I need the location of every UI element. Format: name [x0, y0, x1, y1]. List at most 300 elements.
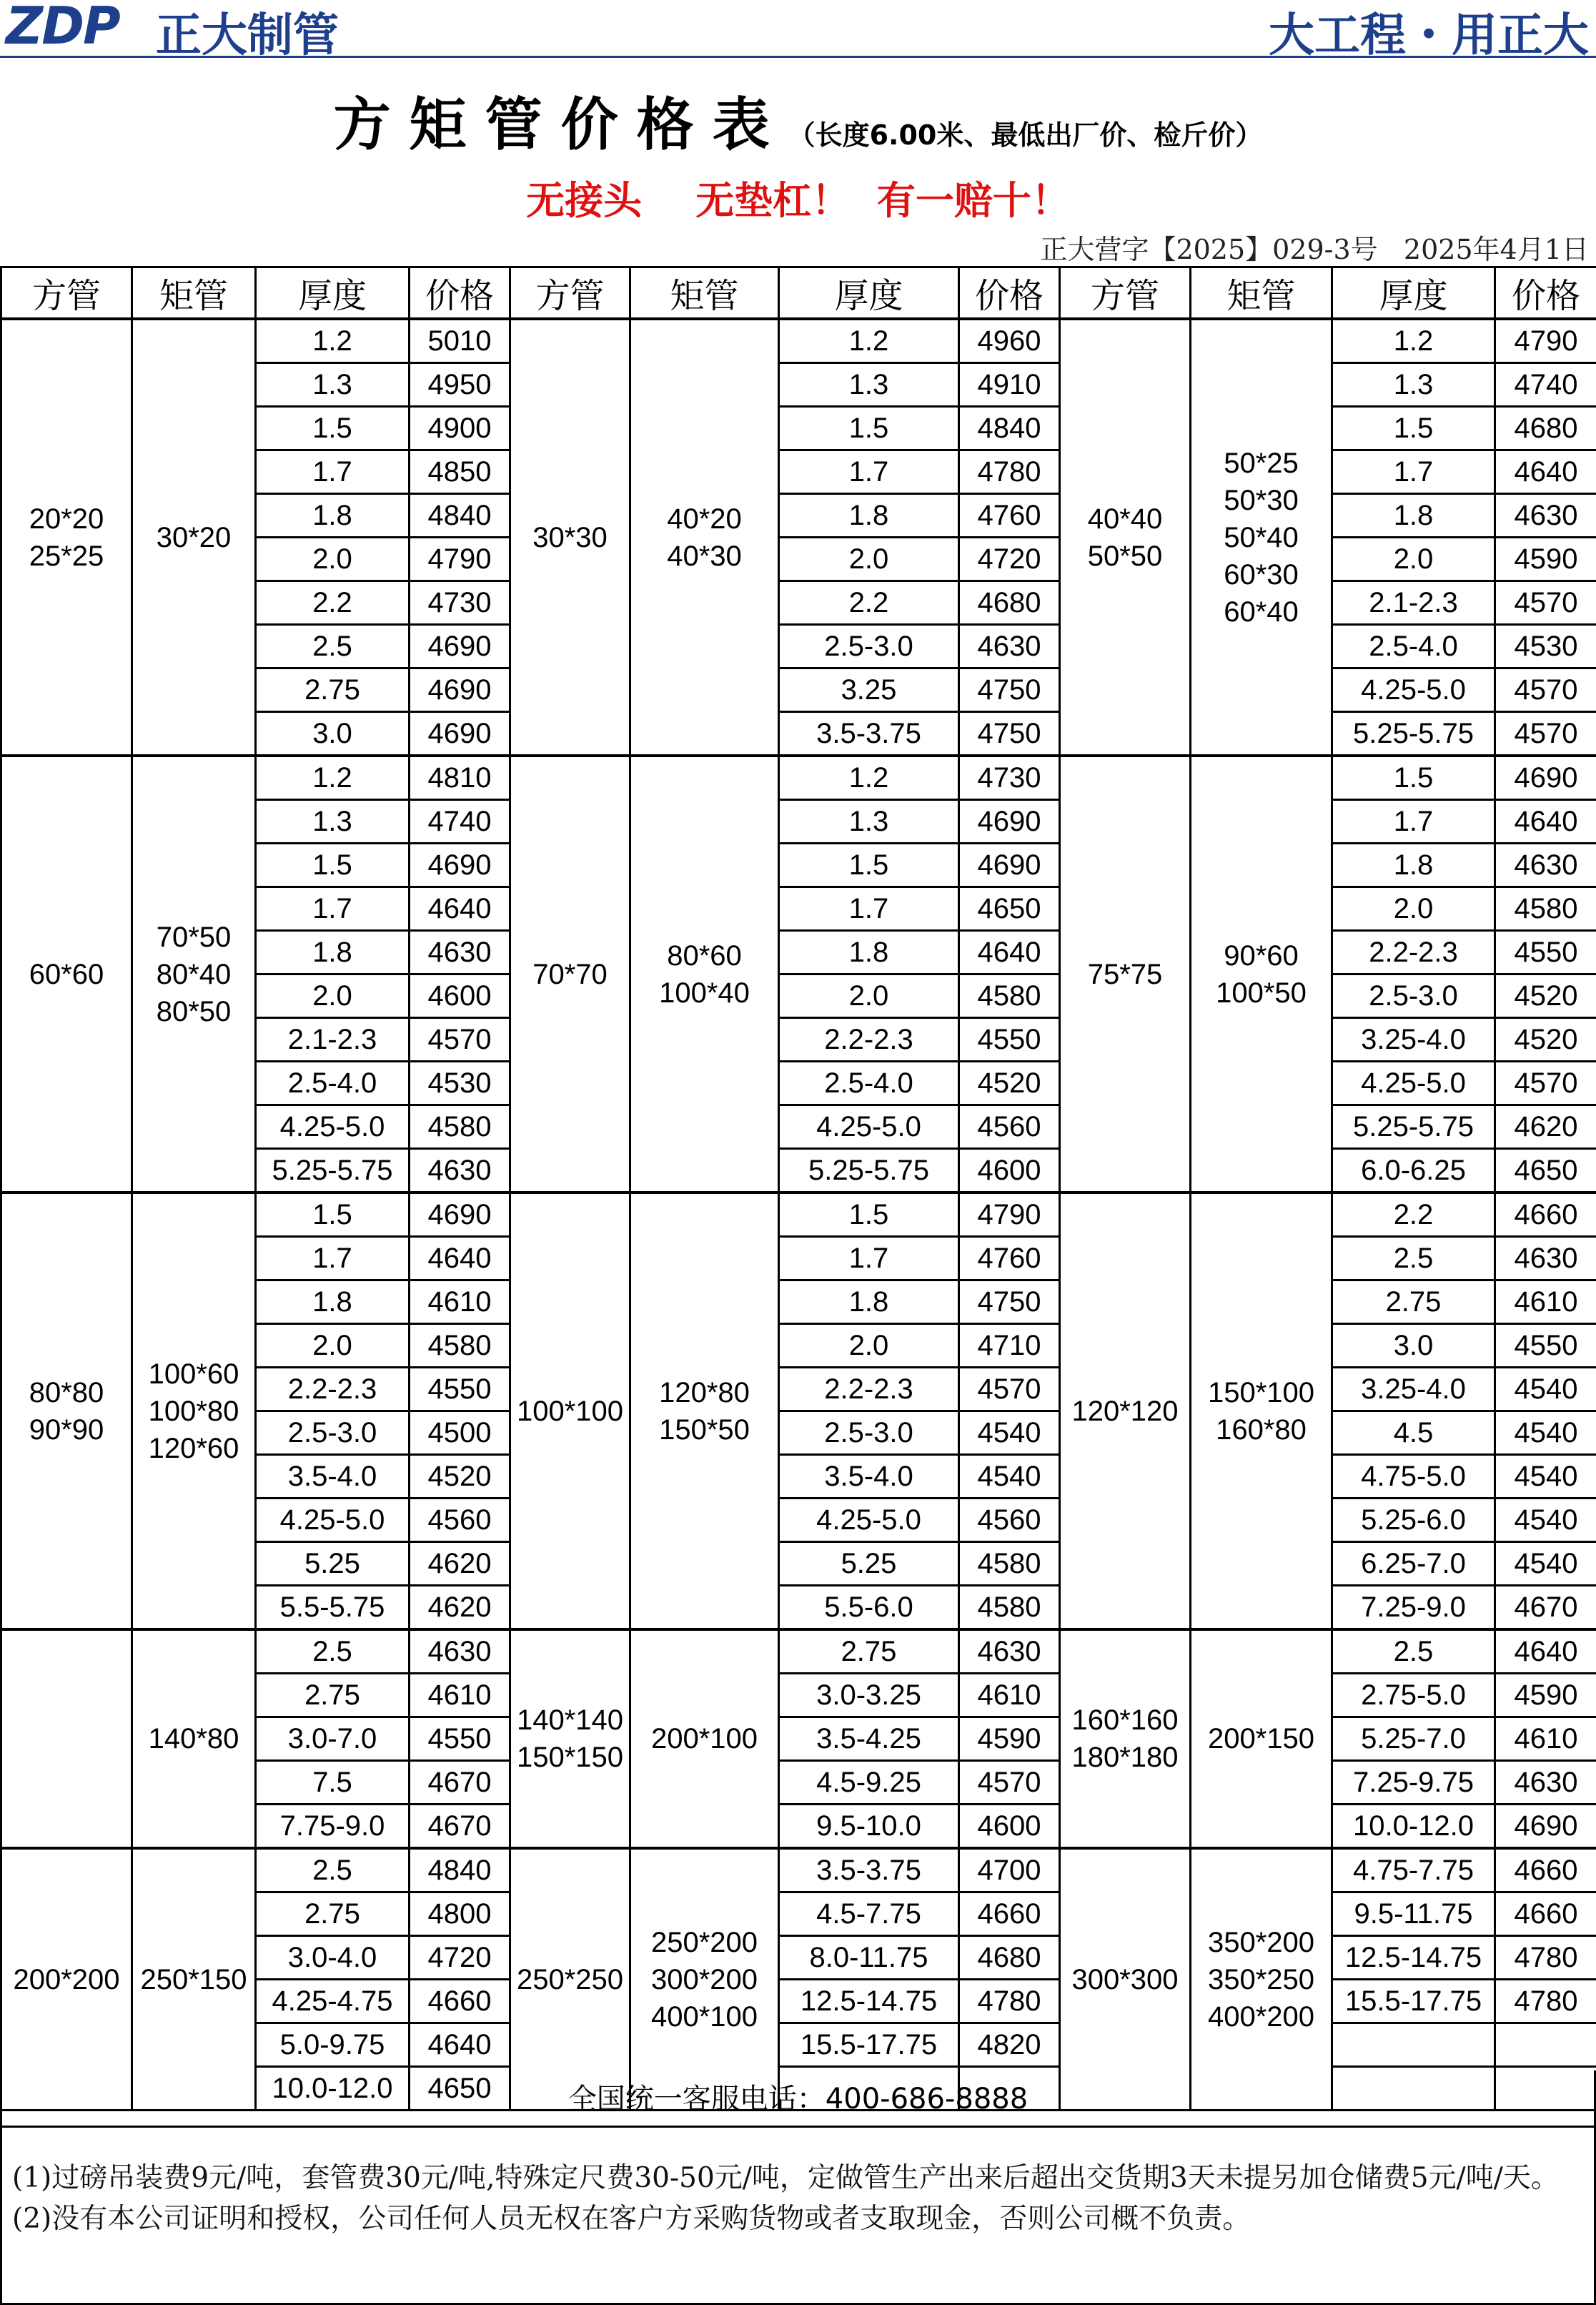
thickness-cell: 3.5-4.25: [779, 1717, 959, 1761]
thickness-cell: 1.3: [256, 363, 410, 407]
thickness-cell: 5.25-5.75: [1332, 712, 1495, 756]
price-cell: 4900: [410, 407, 510, 450]
thickness-cell: 2.5-4.0: [1332, 625, 1495, 668]
thickness-cell: 1.8: [256, 931, 410, 974]
thickness-cell: 1.7: [1332, 450, 1495, 494]
table-row: [1, 1193, 1596, 1237]
price-cell: 4690: [959, 844, 1060, 887]
price-cell: 4790: [410, 538, 510, 581]
thickness-cell: 3.0: [1332, 1324, 1495, 1368]
price-cell: 4800: [410, 1892, 510, 1936]
price-cell: 4720: [959, 538, 1060, 581]
zdp-logo: ZDP: [6, 0, 119, 56]
thickness-cell: 4.25-5.0: [1332, 1062, 1495, 1105]
price-cell: 4640: [410, 2023, 510, 2067]
thickness-cell: 8.0-11.75: [779, 1936, 959, 1980]
thickness-cell: 2.1-2.3: [1332, 581, 1495, 625]
price-cell: 4650: [1495, 1149, 1596, 1193]
price-cell: 4850: [410, 450, 510, 494]
thickness-cell: 1.5: [779, 844, 959, 887]
thickness-cell: 1.2: [256, 319, 410, 363]
title-subtitle: （长度6.00米、最低出厂价、检斤价）: [788, 119, 1263, 151]
thickness-cell: 2.5: [1332, 1237, 1495, 1280]
thickness-cell: 4.25-5.0: [779, 1499, 959, 1542]
thickness-cell: 3.0-7.0: [256, 1717, 410, 1761]
square-size-cell: 100*100: [510, 1193, 630, 1629]
square-size-cell: 140*140 150*150: [510, 1629, 630, 1848]
price-cell: 4760: [959, 494, 1060, 538]
price-cell: 4810: [410, 756, 510, 800]
thickness-cell: 3.25-4.0: [1332, 1018, 1495, 1062]
thickness-cell: 2.75: [1332, 1280, 1495, 1324]
thickness-cell: 1.8: [779, 1280, 959, 1324]
thickness-cell: 1.5: [779, 1193, 959, 1237]
price-cell: 4640: [1495, 800, 1596, 844]
thickness-cell: 2.0: [779, 974, 959, 1018]
price-cell: 4780: [1495, 1980, 1596, 2023]
thickness-cell: 1.7: [256, 450, 410, 494]
thickness-cell: 2.5-4.0: [779, 1062, 959, 1105]
table-row: [1, 319, 1596, 363]
thickness-cell: 2.75: [779, 1629, 959, 1674]
thickness-cell: 1.2: [779, 319, 959, 363]
price-cell: 4630: [410, 931, 510, 974]
price-cell: 4550: [1495, 1324, 1596, 1368]
price-cell: 4540: [959, 1455, 1060, 1499]
price-cell: 4560: [410, 1499, 510, 1542]
rect-size-cell: 200*150: [1191, 1629, 1332, 1848]
thickness-cell: 4.75-5.0: [1332, 1455, 1495, 1499]
thickness-cell: 3.5-4.0: [256, 1455, 410, 1499]
price-cell: 4960: [959, 319, 1060, 363]
thickness-cell: 1.7: [779, 450, 959, 494]
price-cell: 4690: [410, 625, 510, 668]
column-header: 方管: [510, 267, 630, 320]
thickness-cell: 2.0: [1332, 538, 1495, 581]
column-header: 厚度: [256, 267, 410, 320]
price-cell: 4680: [1495, 407, 1596, 450]
price-cell: 4840: [959, 407, 1060, 450]
price-cell: 4610: [410, 1674, 510, 1717]
price-cell: 4580: [959, 974, 1060, 1018]
price-cell: 4520: [1495, 1018, 1596, 1062]
price-cell: 4630: [1495, 1237, 1596, 1280]
price-cell: 4540: [1495, 1542, 1596, 1586]
table-row: [1, 756, 1596, 800]
price-cell: 4570: [410, 1018, 510, 1062]
price-cell: 4660: [410, 1980, 510, 2023]
page-header: [0, 0, 1596, 62]
price-cell: 4590: [1495, 538, 1596, 581]
thickness-cell: 3.5-3.75: [779, 712, 959, 756]
thickness-cell: 1.3: [1332, 363, 1495, 407]
promo-slogan: 无接头 无垫杠！ 有一赔十！: [526, 178, 1070, 223]
thickness-cell: 5.5-5.75: [256, 1586, 410, 1630]
thickness-cell: 2.5-4.0: [256, 1062, 410, 1105]
square-size-cell: 120*120: [1060, 1193, 1191, 1629]
thickness-cell: 3.0-4.0: [256, 1936, 410, 1980]
thickness-cell: 4.5-7.75: [779, 1892, 959, 1936]
thickness-cell: 3.5-3.75: [779, 1848, 959, 1892]
price-cell: 4560: [959, 1499, 1060, 1542]
price-cell: 4610: [1495, 1280, 1596, 1324]
price-cell: 4580: [410, 1105, 510, 1149]
customer-service-phone: 全国统一客服电话：400-686-8888: [0, 2070, 1596, 2128]
thickness-cell: 12.5-14.75: [1332, 1936, 1495, 1980]
thickness-cell: 2.2-2.3: [256, 1368, 410, 1411]
price-cell: 4620: [1495, 1105, 1596, 1149]
thickness-cell: 3.5-4.0: [779, 1455, 959, 1499]
thickness-cell: 1.5: [779, 407, 959, 450]
price-cell: 4690: [959, 800, 1060, 844]
price-cell: 4610: [959, 1674, 1060, 1717]
price-cell: 4520: [1495, 974, 1596, 1018]
thickness-cell: 2.2: [1332, 1193, 1495, 1237]
price-cell: 4790: [1495, 319, 1596, 363]
price-cell: 4630: [410, 1629, 510, 1674]
price-cell: 4680: [959, 1936, 1060, 1980]
thickness-cell: 4.5-9.25: [779, 1761, 959, 1805]
table-row: [1, 1629, 1596, 1674]
price-cell: 4570: [1495, 581, 1596, 625]
thickness-cell: 9.5-10.0: [779, 1805, 959, 1849]
rect-size-cell: 70*50 80*40 80*50: [132, 756, 256, 1193]
thickness-cell: 1.3: [256, 800, 410, 844]
thickness-cell: 7.25-9.0: [1332, 1586, 1495, 1630]
thickness-cell: 2.5-3.0: [1332, 974, 1495, 1018]
thickness-cell: 1.7: [1332, 800, 1495, 844]
price-cell: 4630: [1495, 1761, 1596, 1805]
rect-size-cell: 40*20 40*30: [630, 319, 779, 756]
column-header: 价格: [410, 267, 510, 320]
price-cell: 4660: [1495, 1892, 1596, 1936]
price-cell: 4570: [1495, 668, 1596, 712]
price-cell: 4630: [959, 1629, 1060, 1674]
price-cell: 4680: [959, 581, 1060, 625]
rect-size-cell: 90*60 100*50: [1191, 756, 1332, 1193]
price-cell: 4550: [959, 1018, 1060, 1062]
thickness-cell: 2.2-2.3: [1332, 931, 1495, 974]
thickness-cell: 10.0-12.0: [1332, 1805, 1495, 1849]
notes: [0, 2128, 1596, 2305]
price-cell: 4550: [410, 1717, 510, 1761]
thickness-cell: 2.0: [779, 1324, 959, 1368]
thickness-cell: 1.8: [779, 494, 959, 538]
thickness-cell: 4.5: [1332, 1411, 1495, 1455]
price-cell: 4530: [1495, 625, 1596, 668]
square-size-cell: 70*70: [510, 756, 630, 1193]
column-header: 方管: [1, 267, 132, 320]
thickness-cell: 4.75-7.75: [1332, 1848, 1495, 1892]
thickness-cell: 4.25-5.0: [256, 1499, 410, 1542]
price-cell: 4690: [410, 712, 510, 756]
price-cell: 4690: [1495, 1805, 1596, 1849]
square-size-cell: 75*75: [1060, 756, 1191, 1193]
thickness-cell: 2.75: [256, 668, 410, 712]
rect-size-cell: 140*80: [132, 1629, 256, 1848]
rect-size-cell: 150*100 160*80: [1191, 1193, 1332, 1629]
thickness-cell: 2.5: [1332, 1629, 1495, 1674]
price-cell: 4640: [410, 887, 510, 931]
price-cell: 4750: [959, 712, 1060, 756]
price-cell: 4660: [1495, 1848, 1596, 1892]
price-cell: 4600: [410, 974, 510, 1018]
square-size-cell: 300*300: [1060, 1848, 1191, 2111]
square-size-cell: 250*250: [510, 1848, 630, 2111]
thickness-cell: 4.25-5.0: [1332, 668, 1495, 712]
thickness-cell: 2.5: [256, 1848, 410, 1892]
thickness-cell: 2.2-2.3: [779, 1018, 959, 1062]
thickness-cell: 6.0-6.25: [1332, 1149, 1495, 1193]
price-cell: 4820: [959, 2023, 1060, 2067]
rect-size-cell: 80*60 100*40: [630, 756, 779, 1193]
square-size-cell: [1, 1629, 132, 1848]
rect-size-cell: 50*25 50*30 50*40 60*30 60*40: [1191, 319, 1332, 756]
price-cell: 4650: [410, 2067, 510, 2111]
price-cell: 4530: [410, 1062, 510, 1105]
thickness-cell: 2.0: [256, 1324, 410, 1368]
square-size-cell: 40*40 50*50: [1060, 319, 1191, 756]
price-cell: 4630: [410, 1149, 510, 1193]
price-cell: [1495, 2023, 1596, 2067]
price-cell: 4670: [410, 1761, 510, 1805]
price-cell: 4540: [1495, 1499, 1596, 1542]
column-header: 矩管: [1191, 267, 1332, 320]
rect-size-cell: 250*150: [132, 1848, 256, 2111]
price-cell: 4650: [959, 887, 1060, 931]
thickness-cell: 12.5-14.75: [779, 1980, 959, 2023]
thickness-cell: 5.25: [256, 1542, 410, 1586]
price-cell: 4690: [1495, 756, 1596, 800]
price-cell: 4570: [1495, 712, 1596, 756]
price-cell: 4590: [959, 1717, 1060, 1761]
thickness-cell: 1.2: [1332, 319, 1495, 363]
price-cell: 4640: [410, 1237, 510, 1280]
thickness-cell: 3.25-4.0: [1332, 1368, 1495, 1411]
price-cell: 4570: [959, 1761, 1060, 1805]
price-cell: 4560: [959, 1105, 1060, 1149]
thickness-cell: 1.8: [779, 931, 959, 974]
thickness-cell: [1332, 2023, 1495, 2067]
thickness-cell: 1.5: [1332, 756, 1495, 800]
price-cell: 4610: [1495, 1717, 1596, 1761]
price-cell: 4600: [959, 1805, 1060, 1849]
thickness-cell: 5.25-7.0: [1332, 1717, 1495, 1761]
thickness-cell: 4.25-4.75: [256, 1980, 410, 2023]
square-size-cell: 60*60: [1, 756, 132, 1193]
price-cell: 4520: [410, 1455, 510, 1499]
price-cell: 4610: [410, 1280, 510, 1324]
thickness-cell: 3.0-3.25: [779, 1674, 959, 1717]
thickness-cell: 1.7: [779, 1237, 959, 1280]
price-cell: 4540: [1495, 1455, 1596, 1499]
price-cell: 4550: [410, 1368, 510, 1411]
price-cell: 4580: [959, 1542, 1060, 1586]
price-cell: 4730: [959, 756, 1060, 800]
price-cell: 4660: [959, 1892, 1060, 1936]
price-cell: 4500: [410, 1411, 510, 1455]
price-cell: 4730: [410, 581, 510, 625]
table-row: [1, 1848, 1596, 1892]
thickness-cell: 15.5-17.75: [1332, 1980, 1495, 2023]
document-number: 正大营字【2025】029-3号 2025年4月1日: [1040, 234, 1589, 265]
price-cell: 4540: [959, 1411, 1060, 1455]
price-cell: 4780: [1495, 1936, 1596, 1980]
price-cell: 4910: [959, 363, 1060, 407]
rect-size-cell: 250*200 300*200 400*100: [630, 1848, 779, 2111]
rect-size-cell: 200*100: [630, 1629, 779, 1848]
rect-size-cell: 350*200 350*250 400*200: [1191, 1848, 1332, 2111]
thickness-cell: 3.25: [779, 668, 959, 712]
thickness-cell: 5.25-5.75: [256, 1149, 410, 1193]
price-cell: 4630: [1495, 844, 1596, 887]
thickness-cell: 2.75: [256, 1892, 410, 1936]
thickness-cell: 5.25-5.75: [779, 1149, 959, 1193]
thickness-cell: 2.5-3.0: [779, 1411, 959, 1455]
column-header: 价格: [1495, 267, 1596, 320]
price-cell: 4590: [1495, 1674, 1596, 1717]
thickness-cell: 5.25: [779, 1542, 959, 1586]
thickness-cell: 1.8: [1332, 844, 1495, 887]
thickness-cell: 2.75: [256, 1674, 410, 1717]
price-cell: 4710: [959, 1324, 1060, 1368]
column-header: 方管: [1060, 267, 1191, 320]
price-cell: 4520: [959, 1062, 1060, 1105]
thickness-cell: 1.8: [1332, 494, 1495, 538]
thickness-cell: 7.5: [256, 1761, 410, 1805]
thickness-cell: 2.1-2.3: [256, 1018, 410, 1062]
thickness-cell: 1.7: [256, 887, 410, 931]
price-cell: 4790: [959, 1193, 1060, 1237]
slogan: 大工程・用正大: [1269, 9, 1589, 62]
thickness-cell: 4.25-5.0: [256, 1105, 410, 1149]
price-cell: 4780: [959, 1980, 1060, 2023]
square-size-cell: 160*160 180*180: [1060, 1629, 1191, 1848]
thickness-cell: 1.5: [256, 1193, 410, 1237]
thickness-cell: 2.0: [1332, 887, 1495, 931]
thickness-cell: 2.0: [256, 538, 410, 581]
price-cell: 4570: [1495, 1062, 1596, 1105]
price-cell: 4620: [410, 1542, 510, 1586]
square-size-cell: 80*80 90*90: [1, 1193, 132, 1629]
price-cell: 4620: [410, 1586, 510, 1630]
price-cell: 4640: [959, 931, 1060, 974]
thickness-cell: 1.5: [1332, 407, 1495, 450]
thickness-cell: 1.5: [256, 407, 410, 450]
price-cell: 4540: [1495, 1368, 1596, 1411]
thickness-cell: 1.3: [779, 800, 959, 844]
price-cell: 4840: [410, 494, 510, 538]
column-header: 矩管: [132, 267, 256, 320]
page-title: [0, 79, 1596, 161]
price-cell: 4580: [959, 1586, 1060, 1630]
price-cell: 4690: [410, 844, 510, 887]
thickness-cell: 1.3: [779, 363, 959, 407]
price-cell: 4550: [1495, 931, 1596, 974]
thickness-cell: 5.25-6.0: [1332, 1499, 1495, 1542]
note-item: (1)过磅吊装费9元/吨，套管费30元/吨,特殊定尺费30-50元/吨，定做管生产出来后超出交货期3天未提另加仓储费5元/吨/天。: [12, 2162, 1559, 2194]
price-cell: 5010: [410, 319, 510, 363]
thickness-cell: 9.5-11.75: [1332, 1892, 1495, 1936]
thickness-cell: 2.5-3.0: [779, 625, 959, 668]
price-cell: 4630: [1495, 494, 1596, 538]
price-cell: 4670: [1495, 1586, 1596, 1630]
price-cell: 4840: [410, 1848, 510, 1892]
thickness-cell: 2.5-3.0: [256, 1411, 410, 1455]
thickness-cell: 1.8: [256, 494, 410, 538]
price-cell: 4540: [1495, 1411, 1596, 1455]
column-header: 价格: [959, 267, 1060, 320]
thickness-cell: 5.25-5.75: [1332, 1105, 1495, 1149]
thickness-cell: 1.7: [779, 887, 959, 931]
column-header: 厚度: [1332, 267, 1495, 320]
thickness-cell: 1.8: [256, 1280, 410, 1324]
thickness-cell: 1.2: [779, 756, 959, 800]
price-cell: 4950: [410, 363, 510, 407]
thickness-cell: 10.0-12.0: [256, 2067, 410, 2111]
square-size-cell: 20*20 25*25: [1, 319, 132, 756]
thickness-cell: 1.5: [256, 844, 410, 887]
thickness-cell: 2.5: [256, 625, 410, 668]
thickness-cell: 1.7: [256, 1237, 410, 1280]
price-cell: 4690: [410, 1193, 510, 1237]
thickness-cell: 7.25-9.75: [1332, 1761, 1495, 1805]
price-cell: 4750: [959, 1280, 1060, 1324]
price-cell: 4780: [959, 450, 1060, 494]
thickness-cell: 2.0: [256, 974, 410, 1018]
price-cell: 4580: [1495, 887, 1596, 931]
price-cell: 4660: [1495, 1193, 1596, 1237]
price-cell: 4690: [410, 668, 510, 712]
thickness-cell: 2.2: [256, 581, 410, 625]
thickness-cell: 2.2-2.3: [779, 1368, 959, 1411]
thickness-cell: 15.5-17.75: [779, 2023, 959, 2067]
rect-size-cell: 100*60 100*80 120*60: [132, 1193, 256, 1629]
thickness-cell: 6.25-7.0: [1332, 1542, 1495, 1586]
thickness-cell: 5.5-6.0: [779, 1586, 959, 1630]
price-cell: 4740: [1495, 363, 1596, 407]
price-cell: 4670: [410, 1805, 510, 1849]
price-cell: 4720: [410, 1936, 510, 1980]
rect-size-cell: 30*20: [132, 319, 256, 756]
price-cell: 4580: [410, 1324, 510, 1368]
thickness-cell: 2.0: [779, 538, 959, 581]
thickness-cell: 7.75-9.0: [256, 1805, 410, 1849]
price-cell: 4640: [1495, 1629, 1596, 1674]
square-size-cell: 200*200: [1, 1848, 132, 2111]
price-cell: 4760: [959, 1237, 1060, 1280]
price-cell: 4740: [410, 800, 510, 844]
price-cell: 4600: [959, 1149, 1060, 1193]
price-cell: 4570: [959, 1368, 1060, 1411]
price-cell: 4640: [1495, 450, 1596, 494]
square-size-cell: 30*30: [510, 319, 630, 756]
thickness-cell: 1.2: [256, 756, 410, 800]
price-table: [0, 266, 1596, 2111]
table-header-row: [1, 267, 1596, 320]
title-main: 方矩管价格表: [333, 92, 788, 158]
price-cell: 4630: [959, 625, 1060, 668]
column-header: 厚度: [779, 267, 959, 320]
price-cell: 4700: [959, 1848, 1060, 1892]
thickness-cell: 2.75-5.0: [1332, 1674, 1495, 1717]
thickness-cell: 3.0: [256, 712, 410, 756]
thickness-cell: 4.25-5.0: [779, 1105, 959, 1149]
rect-size-cell: 120*80 150*50: [630, 1193, 779, 1629]
thickness-cell: 2.2: [779, 581, 959, 625]
thickness-cell: 2.5: [256, 1629, 410, 1674]
price-cell: 4750: [959, 668, 1060, 712]
